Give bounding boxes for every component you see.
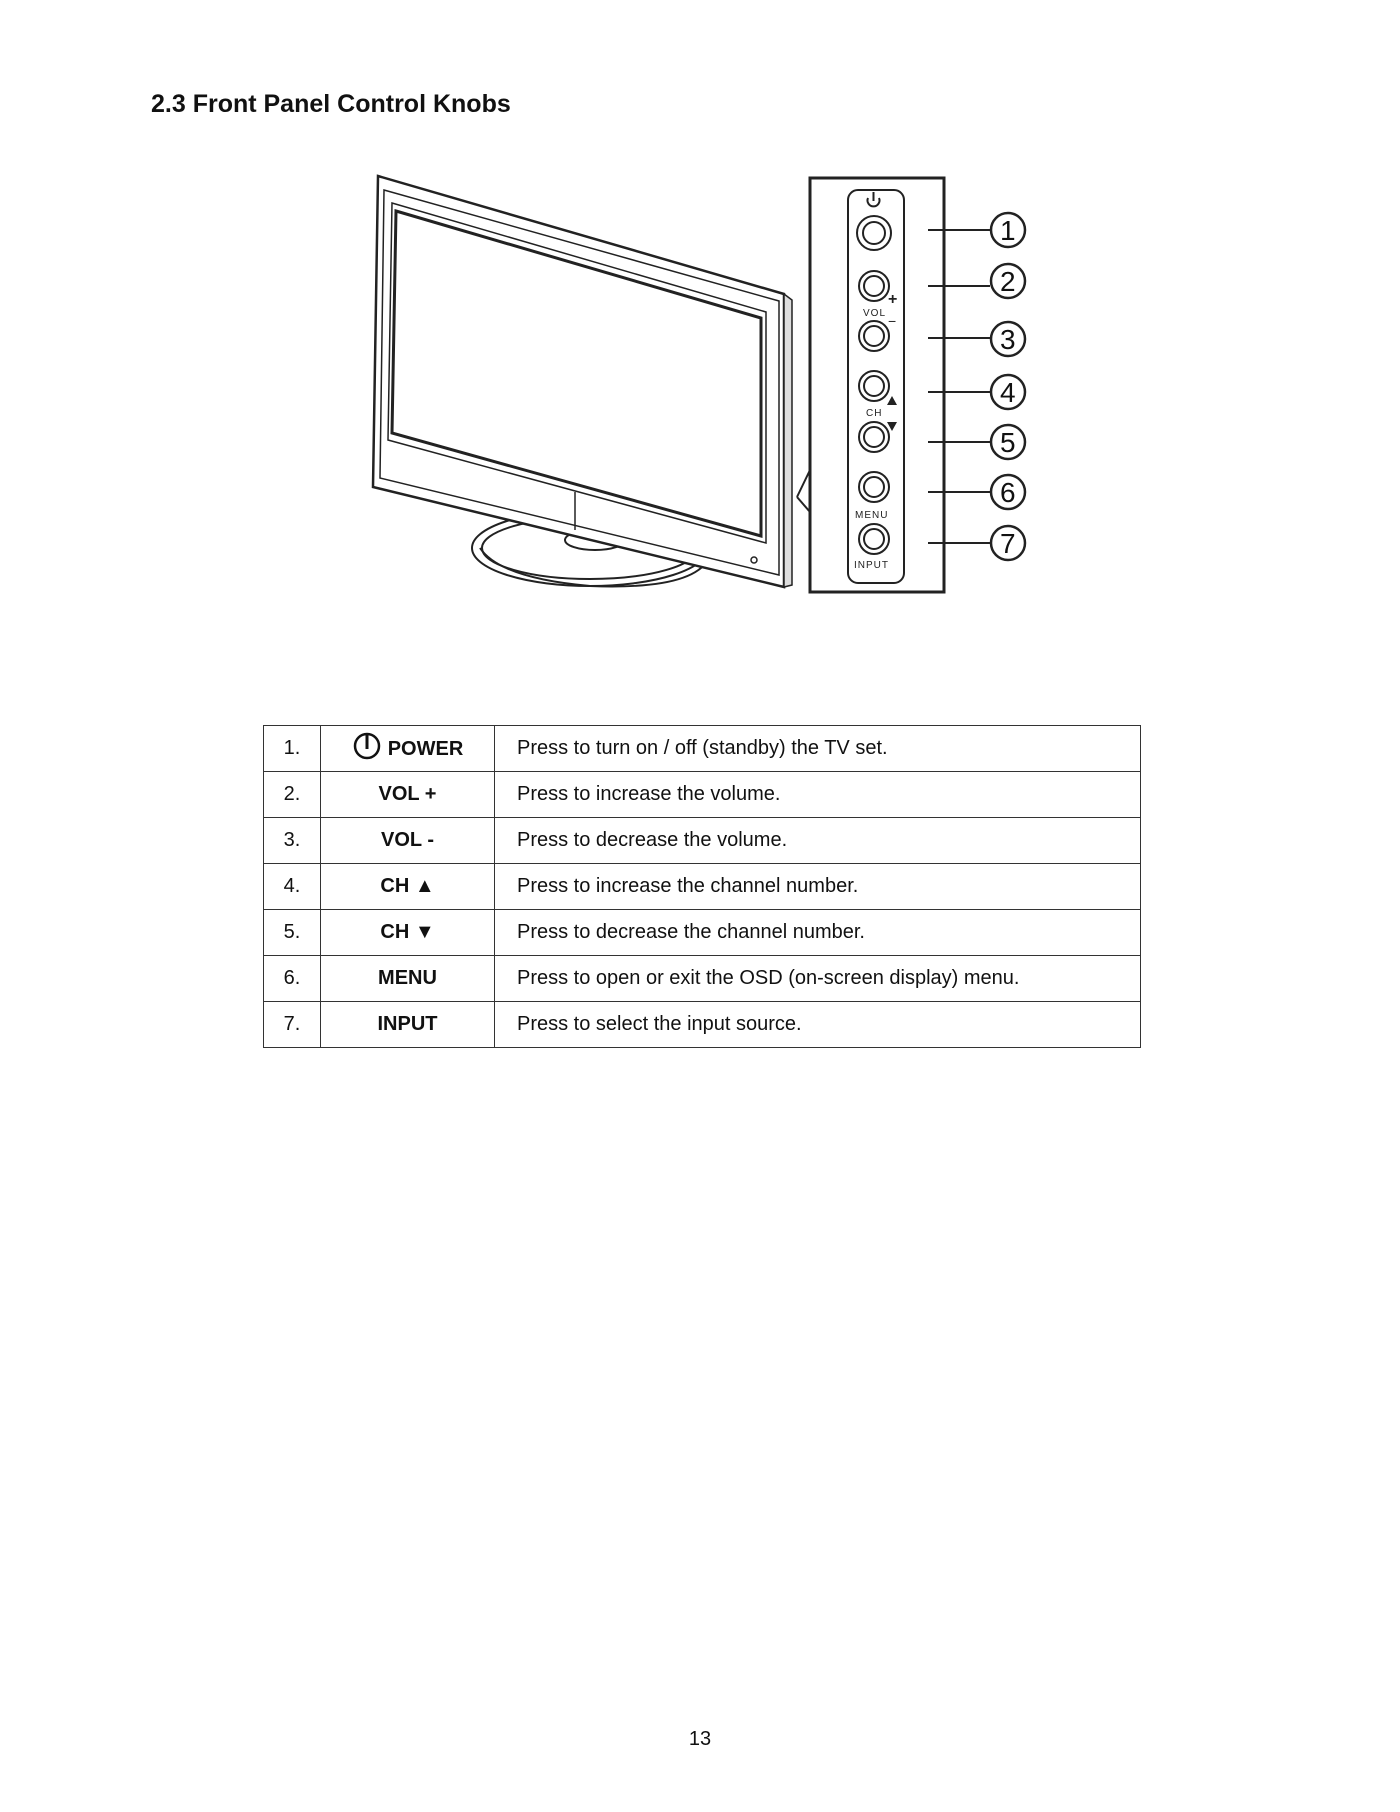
control-description: Press to increase the volume.: [495, 772, 1141, 818]
table-row: [264, 726, 1141, 772]
row-number: 3.: [264, 818, 321, 864]
row-number: 2.: [264, 772, 321, 818]
control-name: MENU: [321, 956, 495, 1002]
panel-buttons: [857, 216, 891, 554]
table-row: [264, 818, 1141, 864]
tv-body: [373, 176, 792, 587]
vol-minus-label: −: [888, 313, 898, 329]
control-name: CH ▲: [321, 864, 495, 910]
row-number: 6.: [264, 956, 321, 1002]
tv-front-panel-figure: [0, 0, 1400, 620]
table-row: [264, 956, 1141, 1002]
row-number: 7.: [264, 1002, 321, 1048]
table-row: [264, 772, 1141, 818]
control-name: INPUT: [321, 1002, 495, 1048]
control-name: VOL -: [321, 818, 495, 864]
row-number: 5.: [264, 910, 321, 956]
callout-4: 4: [1000, 377, 1016, 408]
row-number: 1.: [264, 726, 321, 772]
menu-label: MENU: [855, 510, 889, 521]
page-number: 13: [688, 1728, 712, 1750]
control-name: POWER: [387, 737, 464, 760]
callout-1: 1: [1000, 215, 1016, 246]
callout-7: 7: [1000, 528, 1016, 559]
ch-label: CH: [866, 408, 883, 419]
ch-up-arrow-icon: [887, 396, 897, 405]
control-description: Press to select the input source.: [495, 1002, 1141, 1048]
callout-6: 6: [1000, 477, 1016, 508]
side-control-panel: [797, 178, 1025, 592]
vol-label: VOL: [863, 308, 887, 319]
table-row: [264, 864, 1141, 910]
section-heading: 2.3 Front Panel Control Knobs: [151, 90, 511, 118]
control-description: Press to open or exit the OSD (on-screen display) menu.: [495, 956, 1141, 1002]
control-description: Press to decrease the volume.: [495, 818, 1141, 864]
control-description: Press to decrease the channel number.: [495, 910, 1141, 956]
control-description: Press to increase the channel number.: [495, 864, 1141, 910]
callout-leaders: [928, 230, 990, 543]
panel-power-icon: [868, 192, 880, 206]
callout-5: 5: [1000, 427, 1016, 458]
callout-3: 3: [1000, 324, 1016, 355]
control-name-cell: [321, 726, 495, 772]
control-name: VOL +: [321, 772, 495, 818]
callout-2: 2: [1000, 266, 1016, 297]
control-description: Press to turn on / off (standby) the TV set.: [495, 726, 1141, 772]
table-row: [264, 910, 1141, 956]
table-row: [264, 1002, 1141, 1048]
row-number: 4.: [264, 864, 321, 910]
input-label: INPUT: [854, 560, 889, 571]
controls-table: [263, 725, 1141, 1048]
vol-plus-label: +: [888, 291, 899, 308]
control-name: CH ▼: [321, 910, 495, 956]
power-icon: [352, 731, 382, 761]
ch-down-arrow-icon: [887, 422, 897, 431]
